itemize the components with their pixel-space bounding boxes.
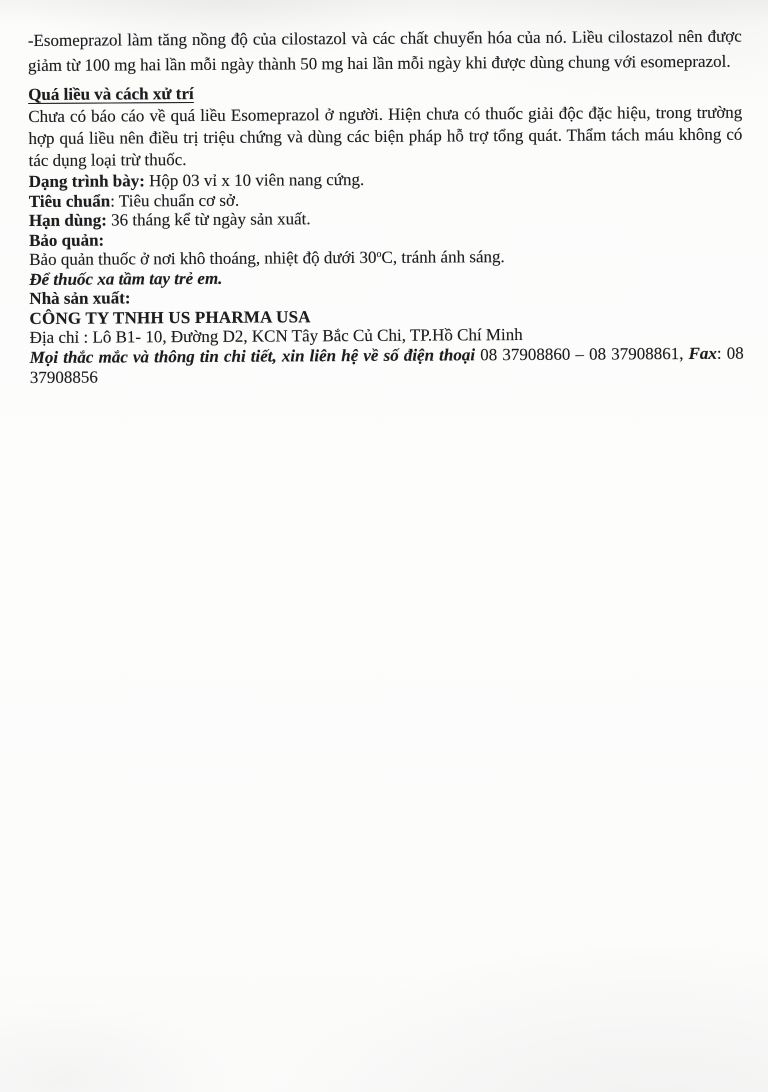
leaflet-text-block	[28, 25, 744, 388]
standard-value: : Tiêu chuẩn cơ sở.	[110, 190, 240, 210]
presentation-label: Dạng trình bày:	[28, 171, 145, 191]
company-name: CÔNG TY TNHH US PHARMA USA	[29, 306, 311, 328]
fax-number: : 08 37908856	[29, 343, 744, 387]
contact-phone-numbers: 08 37908860 – 08 37908861,	[480, 343, 684, 364]
manufacturer-label: Nhà sản xuất:	[29, 288, 131, 308]
storage-text-after-degree: C, tránh ánh sáng.	[381, 247, 505, 267]
standard-label: Tiêu chuẩn	[28, 191, 111, 211]
storage-text-before-degree: Bảo quản thuốc ở nơi khô thoáng, nhiệt độ dưới 30	[29, 247, 377, 269]
contact-lead-text: Mọi thắc mắc và thông tin chi tiết, xin liên hệ về số điện thoại	[29, 344, 476, 367]
overdose-section-heading: Quá liều và cách xử trí	[28, 83, 194, 104]
keep-away-warning-text: Để thuốc xa tầm tay trẻ em.	[29, 268, 223, 289]
shelf-life-label: Hạn dùng:	[28, 210, 107, 230]
cilostazol-interaction-paragraph: -Esomeprazol làm tăng nồng độ của cilostazol và các chất chuyển hóa của nó. Liều cilostazol nên được giảm từ 100 mg hai lần mỗi ngày thành 50 mg hai lần mỗi ngày khi được dùng chung với esomeprazol.	[27, 26, 742, 75]
company-address: Địa chỉ : Lô B1- 10, Đường D2, KCN Tây Bắc Củ Chi, TP.Hồ Chí Minh	[29, 324, 523, 347]
fax-label: Fax	[688, 343, 717, 363]
presentation-value: Hộp 03 vỉ x 10 viên nang cứng.	[149, 169, 365, 191]
storage-label: Bảo quản:	[28, 230, 105, 250]
degree-superscript: o	[376, 248, 382, 260]
overdose-paragraph: Chưa có báo cáo về quá liều Esomeprazol ở người. Hiện chưa có thuốc giải độc đặc hiệu, trong trường hợp quá liều nên điều trị triệu chứng và dùng các biện pháp hỗ trợ tổng quát. Thẩm tách máu không có tác dụng loại trừ thuốc.	[28, 102, 743, 170]
shelf-life-value: 36 tháng kể từ ngày sản xuất.	[111, 209, 311, 230]
contact-paragraph	[30, 343, 744, 387]
